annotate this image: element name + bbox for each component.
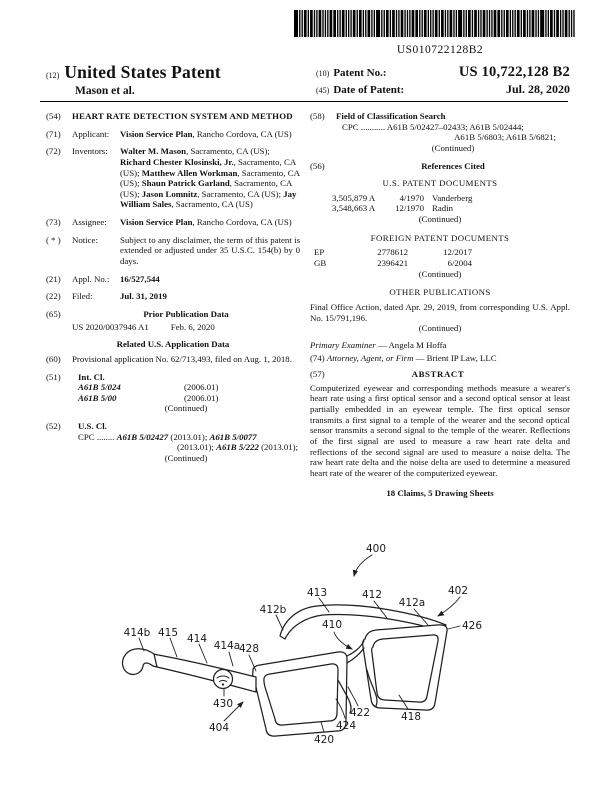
section-abstract xyxy=(310,369,570,380)
section-title xyxy=(46,111,300,122)
attorney-line: (74) Attorney, Agent, or Firm — Brient IP Law, LLC xyxy=(310,352,497,363)
us-patent-number: 3,548,663 A xyxy=(332,203,376,214)
publication-date: Feb. 6, 2020 xyxy=(170,321,215,332)
us-patent-number: 3,505,879 A xyxy=(332,192,376,203)
assignee-label: Assignee: xyxy=(72,217,107,228)
section-notice xyxy=(46,235,300,267)
leader-410 xyxy=(334,632,352,649)
int-cl-label: Int. Cl. xyxy=(78,371,105,382)
foreign-country-code: GB xyxy=(314,258,327,269)
notice-text: Subject to any disclaimer, the term of this patent is extended or adjusted under 35 U.S.C. 154(b) by 0 days. xyxy=(120,234,300,267)
field-of-search-label: Field of Classification Search xyxy=(336,111,446,121)
ref-label-410: 410 xyxy=(321,619,343,631)
related-application-heading: Related U.S. Application Data xyxy=(116,339,230,350)
barcode-number: US010722128B2 xyxy=(396,44,484,56)
ref-label-426: 426 xyxy=(461,620,483,632)
leader-415 xyxy=(170,638,177,657)
us-cl-cpc-line1: CPC ........ A61B 5/02427 (2013.01); A61B 5/0077 xyxy=(78,431,257,442)
section-prior-publication xyxy=(46,309,300,332)
other-publications-continued: (Continued) xyxy=(418,323,462,334)
leader-414 xyxy=(199,644,207,663)
fig-1-eyeglasses xyxy=(40,535,570,781)
us-cl-cpc-line2: (2013.01); A61B 5/222 (2013.01); xyxy=(177,442,298,453)
foreign-patent-row xyxy=(310,247,570,258)
ref-label-415: 415 xyxy=(157,627,179,639)
first-inventor-line: Mason et al. xyxy=(75,85,135,97)
field-code-21: (21) xyxy=(46,273,61,284)
field-code-57: (57) xyxy=(310,369,325,380)
int-cl-row xyxy=(72,393,300,404)
kind-code-label: (12) xyxy=(46,71,60,80)
field-code-notice: ( * ) xyxy=(46,234,61,245)
section-us-cl xyxy=(46,421,300,464)
bridge-top-line xyxy=(347,641,364,656)
int-cl-year: (2006.01) xyxy=(184,382,219,393)
ref-label-412: 412 xyxy=(361,589,383,601)
leader-414a xyxy=(229,652,233,666)
prior-publication-heading: Prior Publication Data xyxy=(143,308,229,319)
sensor-dot xyxy=(222,683,224,685)
patent-no-label: Patent No.: xyxy=(333,67,387,79)
ref-label-430: 430 xyxy=(212,698,234,710)
ref-label-412b: 412b xyxy=(259,604,287,616)
header-rule xyxy=(40,101,568,102)
field-code-58: (58) xyxy=(310,111,325,121)
claims-line: 18 Claims, 5 Drawing Sheets xyxy=(386,487,494,498)
ref-label-412a: 412a xyxy=(398,597,426,609)
applicant-value: Vision Service Plan, Rancho Cordova, CA (US) xyxy=(120,128,292,139)
foreign-patent-date: 12/2017 xyxy=(443,247,472,258)
patent-number: US 10,722,128 B2 xyxy=(458,64,570,80)
section-inventors xyxy=(46,146,300,210)
field-code-22: (22) xyxy=(46,291,61,302)
applicant-label: Applicant: xyxy=(72,128,110,139)
us-patent-row xyxy=(310,203,570,214)
ref-label-424: 424 xyxy=(335,720,357,732)
section-filed xyxy=(46,291,300,302)
inventors-label: Inventors: xyxy=(72,146,108,157)
page-title: United States Patent xyxy=(64,62,221,82)
leader-426 xyxy=(448,626,460,629)
us-patent-name: Vanderberg xyxy=(432,192,473,203)
us-cl-continued: (Continued) xyxy=(164,453,208,464)
leader-412b xyxy=(276,615,283,630)
us-patent-docs-heading: U.S. PATENT DOCUMENTS xyxy=(382,178,498,189)
leader-428 xyxy=(249,655,256,671)
int-cl-continued: (Continued) xyxy=(164,403,208,414)
field-code-54: (54) xyxy=(46,111,61,121)
foreign-patent-continued: (Continued) xyxy=(418,268,462,279)
foreign-patent-number: 2778612 xyxy=(377,247,408,258)
publication-number: US 2020/0037946 A1 xyxy=(72,321,149,332)
foreign-patent-row xyxy=(310,258,570,269)
field-code-52: (52) xyxy=(46,421,61,432)
ref-label-414a: 414a xyxy=(213,640,241,652)
date-of-patent: Jul. 28, 2020 xyxy=(505,82,570,96)
filed-label: Filed: xyxy=(72,291,93,302)
abstract-text: Computerized eyewear and corresponding methods measure a wearer's heart rate using a first optical sensor and a second optical sensor at least partially embedded in an eyewear temple. The first optical sensor transmits a first signal to a temple of the wearer and the second optical sensor transmits a second signal to the temple of the wearer. Reflections of the first signal are used to measure a raw heart rate delta and reflections of the second signal are used to measure a noise delta. The raw heart rate delta and the noise delta are used to determine a measured heart rate of the wearer of the computerized eyewear. xyxy=(310,382,570,478)
assignee-value: Vision Service Plan, Rancho Cordova, CA (US) xyxy=(120,217,292,228)
left-temple-ear-hook xyxy=(123,649,157,675)
int-cl-class: A61B 5/024 xyxy=(78,382,121,393)
primary-examiner-line: Primary Examiner — Angela M Hoffa xyxy=(310,339,447,350)
field-of-search-line1: CPC ........... A61B 5/02427–02433; A61B 5/02444; xyxy=(342,121,524,132)
abstract-heading: ABSTRACT xyxy=(411,369,465,380)
field-code-72: (72) xyxy=(46,146,61,157)
leader-402 xyxy=(438,597,460,616)
left-lens-frame xyxy=(253,652,347,736)
other-publications-text: Final Office Action, dated Apr. 29, 2019, from corresponding U.S. Appl. No. 15/791,196. xyxy=(310,301,570,323)
inventors-value: Walter M. Mason, Sacramento, CA (US); Richard Chester Klosinski, Jr., Sacramento, CA (US); Matthew Allen Workman, Sacramento, CA (US); Shaun Patrick Garland, Sacramento, CA (US); Jason Lomnitz, Sacramento, CA (US); Jay William Sales, Sacramento, CA (US) xyxy=(120,146,300,210)
field-code-65: (65) xyxy=(46,308,61,319)
references-heading: References Cited xyxy=(421,160,485,171)
appl-no-value: 16/527,544 xyxy=(120,273,160,284)
left-temple-outline xyxy=(153,654,256,692)
left-column xyxy=(46,111,300,471)
barcode xyxy=(294,10,586,54)
invention-title: HEART RATE DETECTION SYSTEM AND METHOD xyxy=(72,111,293,121)
header-right xyxy=(316,64,570,98)
right-column xyxy=(310,111,570,498)
notice-label: Notice: xyxy=(72,234,98,245)
int-cl-year: (2006.01) xyxy=(184,392,219,403)
sensor-icon xyxy=(214,670,233,689)
field-code-56: (56) xyxy=(310,160,325,171)
field-code-51: (51) xyxy=(46,371,61,382)
section-appl-no xyxy=(46,274,300,285)
field-code-71: (71) xyxy=(46,128,61,139)
field-code-73: (73) xyxy=(46,217,61,228)
field-of-search-line2: A61B 5/6803; A61B 5/6821; xyxy=(454,132,556,143)
filed-value: Jul. 31, 2019 xyxy=(120,291,167,302)
leader-400 xyxy=(354,555,372,576)
ref-label-400: 400 xyxy=(365,543,387,555)
other-publications-heading: OTHER PUBLICATIONS xyxy=(389,287,491,298)
patent-no-field-code: (10) xyxy=(316,69,330,78)
right-lens-frame xyxy=(363,625,447,710)
foreign-country-code: EP xyxy=(314,247,325,258)
foreign-patent-docs-heading: FOREIGN PATENT DOCUMENTS xyxy=(370,232,510,243)
section-references xyxy=(310,161,570,172)
date-of-patent-label: Date of Patent: xyxy=(333,84,405,96)
ref-label-402: 402 xyxy=(447,585,469,597)
section-applicant xyxy=(46,129,300,140)
section-provisional xyxy=(46,354,300,365)
us-cl-label: U.S. Cl. xyxy=(78,421,107,432)
ref-label-404: 404 xyxy=(208,722,230,734)
field-of-search-continued: (Continued) xyxy=(431,142,475,153)
us-patent-row xyxy=(310,193,570,204)
field-code-60: (60) xyxy=(46,353,61,364)
ref-label-420: 420 xyxy=(313,734,335,746)
appl-no-label: Appl. No.: xyxy=(72,273,110,284)
foreign-patent-date: 6/2004 xyxy=(447,258,472,269)
foreign-patent-number: 2396421 xyxy=(377,258,408,269)
ref-label-413: 413 xyxy=(306,587,328,599)
int-cl-class: A61B 5/00 xyxy=(78,392,117,403)
ref-label-418: 418 xyxy=(400,711,422,723)
us-patent-date: 4/1970 xyxy=(399,192,424,203)
ref-label-414: 414 xyxy=(186,633,208,645)
us-patent-name: Radin xyxy=(432,203,454,214)
us-patent-date: 12/1970 xyxy=(395,203,424,214)
provisional-text: Provisional application No. 62/713,493, filed on Aug. 1, 2018. xyxy=(72,353,292,364)
section-int-cl xyxy=(46,372,300,415)
ref-label-422: 422 xyxy=(349,707,371,719)
us-patent-continued: (Continued) xyxy=(418,214,462,225)
barcode-bars xyxy=(294,10,586,38)
header-left xyxy=(46,62,296,97)
ref-label-414b: 414b xyxy=(123,627,151,639)
date-field-code: (45) xyxy=(316,86,330,95)
ref-label-428: 428 xyxy=(238,643,260,655)
int-cl-row xyxy=(72,382,300,393)
section-field-of-search xyxy=(310,111,570,154)
section-assignee xyxy=(46,217,300,228)
figure-eyeglasses-drawing xyxy=(40,535,570,781)
